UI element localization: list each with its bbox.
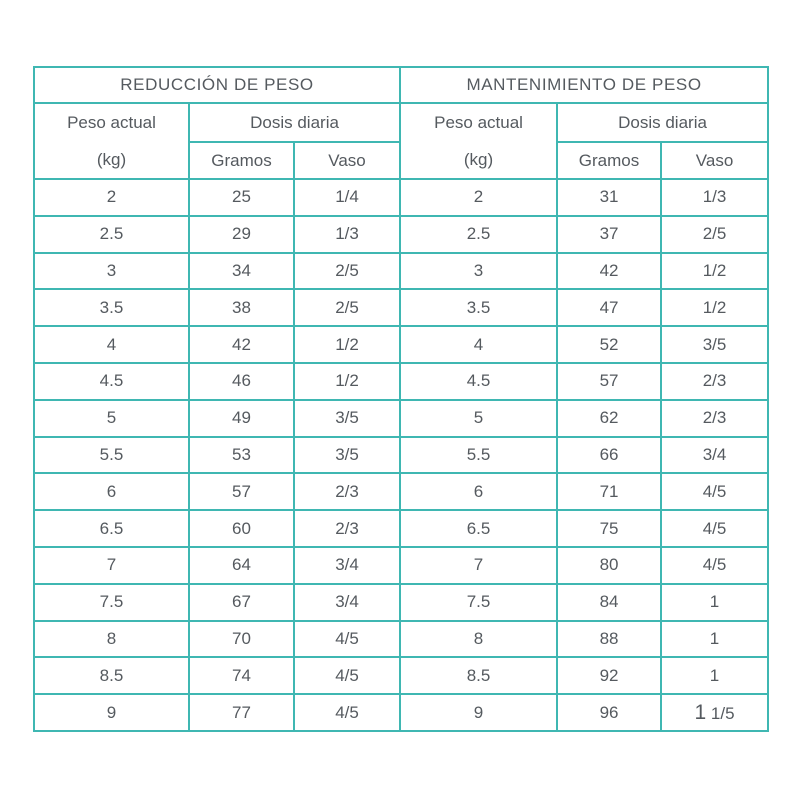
reduccion-gramos-cell: 57 xyxy=(189,473,294,510)
mantenimiento-peso-cell: 3 xyxy=(400,253,557,290)
reduccion-gramos-cell: 46 xyxy=(189,363,294,400)
reduccion-vaso-header: Vaso xyxy=(294,142,400,179)
reduccion-peso-cell: 5 xyxy=(34,400,189,437)
table-row xyxy=(34,584,768,621)
reduccion-vaso-cell: 3/5 xyxy=(294,437,400,474)
reduccion-vaso-cell: 1/2 xyxy=(294,363,400,400)
mantenimiento-vaso-cell: 2/3 xyxy=(661,363,768,400)
mantenimiento-peso-cell: 8 xyxy=(400,621,557,658)
reduccion-title: REDUCCIÓN DE PESO xyxy=(34,67,400,103)
mantenimiento-peso-cell: 3.5 xyxy=(400,289,557,326)
mantenimiento-peso-cell: 4 xyxy=(400,326,557,363)
mantenimiento-peso-cell: 5.5 xyxy=(400,437,557,474)
mantenimiento-vaso-cell: 4/5 xyxy=(661,473,768,510)
reduccion-gramos-header: Gramos xyxy=(189,142,294,179)
vaso-fraction: 1/5 xyxy=(710,703,735,723)
reduccion-vaso-cell: 3/4 xyxy=(294,547,400,584)
mantenimiento-vaso-header: Vaso xyxy=(661,142,768,179)
mantenimiento-vaso-cell xyxy=(661,694,768,731)
reduccion-gramos-cell: 38 xyxy=(189,289,294,326)
reduccion-vaso-cell: 2/5 xyxy=(294,253,400,290)
mantenimiento-gramos-cell: 37 xyxy=(557,216,661,253)
mantenimiento-dosis-diaria-header: Dosis diaria xyxy=(557,103,768,142)
reduccion-vaso-cell: 3/4 xyxy=(294,584,400,621)
mantenimiento-vaso-cell: 1/2 xyxy=(661,289,768,326)
reduccion-peso-cell: 2 xyxy=(34,179,189,216)
mantenimiento-peso-cell: 2 xyxy=(400,179,557,216)
reduccion-peso-cell: 2.5 xyxy=(34,216,189,253)
mantenimiento-peso-cell: 9 xyxy=(400,694,557,731)
reduccion-gramos-cell: 34 xyxy=(189,253,294,290)
mantenimiento-title: MANTENIMIENTO DE PESO xyxy=(400,67,768,103)
column-header-row xyxy=(34,103,768,142)
mantenimiento-peso-cell: 4.5 xyxy=(400,363,557,400)
mantenimiento-gramos-cell: 92 xyxy=(557,657,661,694)
reduccion-peso-cell: 4.5 xyxy=(34,363,189,400)
table-row xyxy=(34,216,768,253)
mantenimiento-gramos-cell: 96 xyxy=(557,694,661,731)
table-row xyxy=(34,473,768,510)
reduccion-dosis-diaria-header: Dosis diaria xyxy=(189,103,400,142)
reduccion-vaso-cell: 1/2 xyxy=(294,326,400,363)
reduccion-gramos-cell: 49 xyxy=(189,400,294,437)
reduccion-peso-cell: 6.5 xyxy=(34,510,189,547)
mantenimiento-gramos-cell: 52 xyxy=(557,326,661,363)
reduccion-peso-cell: 8 xyxy=(34,621,189,658)
reduccion-vaso-cell: 2/5 xyxy=(294,289,400,326)
mantenimiento-vaso-cell: 1/2 xyxy=(661,253,768,290)
kg-label: (kg) xyxy=(96,150,127,169)
mantenimiento-peso-cell: 7 xyxy=(400,547,557,584)
reduccion-vaso-cell: 4/5 xyxy=(294,657,400,694)
peso-actual-label: Peso actual xyxy=(67,113,156,132)
reduccion-gramos-cell: 25 xyxy=(189,179,294,216)
mantenimiento-vaso-cell: 2/3 xyxy=(661,400,768,437)
mantenimiento-gramos-cell: 75 xyxy=(557,510,661,547)
reduccion-gramos-cell: 70 xyxy=(189,621,294,658)
table-row xyxy=(34,289,768,326)
reduccion-vaso-cell: 2/3 xyxy=(294,473,400,510)
reduccion-peso-cell: 8.5 xyxy=(34,657,189,694)
mantenimiento-peso-cell: 6 xyxy=(400,473,557,510)
reduccion-peso-cell: 5.5 xyxy=(34,437,189,474)
mantenimiento-vaso-cell: 2/5 xyxy=(661,216,768,253)
mantenimiento-gramos-cell: 42 xyxy=(557,253,661,290)
reduccion-gramos-cell: 53 xyxy=(189,437,294,474)
vaso-whole-number: 1 xyxy=(694,700,707,724)
reduccion-vaso-cell: 4/5 xyxy=(294,694,400,731)
mantenimiento-vaso-cell: 1/3 xyxy=(661,179,768,216)
mantenimiento-gramos-cell: 62 xyxy=(557,400,661,437)
mantenimiento-peso-cell: 2.5 xyxy=(400,216,557,253)
mantenimiento-gramos-cell: 47 xyxy=(557,289,661,326)
reduccion-vaso-cell: 3/5 xyxy=(294,400,400,437)
peso-actual-label: Peso actual xyxy=(434,113,523,132)
mantenimiento-gramos-cell: 84 xyxy=(557,584,661,621)
table-row xyxy=(34,179,768,216)
table-row xyxy=(34,694,768,731)
reduccion-vaso-cell: 1/4 xyxy=(294,179,400,216)
mantenimiento-peso-cell: 8.5 xyxy=(400,657,557,694)
mantenimiento-gramos-cell: 57 xyxy=(557,363,661,400)
reduccion-gramos-cell: 42 xyxy=(189,326,294,363)
reduccion-peso-cell: 6 xyxy=(34,473,189,510)
reduccion-peso-cell: 7 xyxy=(34,547,189,584)
reduccion-peso-cell: 7.5 xyxy=(34,584,189,621)
mantenimiento-gramos-cell: 71 xyxy=(557,473,661,510)
mantenimiento-gramos-cell: 80 xyxy=(557,547,661,584)
mantenimiento-vaso-cell: 1 xyxy=(661,657,768,694)
mantenimiento-vaso-cell: 1 xyxy=(661,621,768,658)
mantenimiento-vaso-cell: 4/5 xyxy=(661,510,768,547)
reduccion-gramos-cell: 64 xyxy=(189,547,294,584)
mantenimiento-vaso-cell: 4/5 xyxy=(661,547,768,584)
table-row xyxy=(34,253,768,290)
mantenimiento-gramos-cell: 88 xyxy=(557,621,661,658)
reduccion-peso-cell: 4 xyxy=(34,326,189,363)
reduccion-gramos-cell: 74 xyxy=(189,657,294,694)
reduccion-vaso-cell: 4/5 xyxy=(294,621,400,658)
mantenimiento-gramos-cell: 66 xyxy=(557,437,661,474)
reduccion-gramos-cell: 67 xyxy=(189,584,294,621)
mantenimiento-gramos-cell: 31 xyxy=(557,179,661,216)
reduccion-peso-cell: 3.5 xyxy=(34,289,189,326)
table-row xyxy=(34,400,768,437)
reduccion-vaso-cell: 2/3 xyxy=(294,510,400,547)
mantenimiento-vaso-cell: 3/4 xyxy=(661,437,768,474)
mantenimiento-peso-cell: 7.5 xyxy=(400,584,557,621)
reduccion-gramos-cell: 77 xyxy=(189,694,294,731)
table-row xyxy=(34,510,768,547)
table-row xyxy=(34,363,768,400)
table-row xyxy=(34,326,768,363)
table-row xyxy=(34,437,768,474)
table-row xyxy=(34,621,768,658)
reduccion-peso-cell: 3 xyxy=(34,253,189,290)
mantenimiento-peso-cell: 5 xyxy=(400,400,557,437)
reduccion-gramos-cell: 29 xyxy=(189,216,294,253)
kg-label: (kg) xyxy=(463,150,494,169)
reduccion-gramos-cell: 60 xyxy=(189,510,294,547)
table-row xyxy=(34,547,768,584)
table-row xyxy=(34,657,768,694)
mantenimiento-vaso-cell: 1 xyxy=(661,584,768,621)
mantenimiento-peso-cell: 6.5 xyxy=(400,510,557,547)
section-title-row xyxy=(34,67,768,103)
reduccion-peso-actual-header xyxy=(34,103,189,179)
mantenimiento-vaso-cell: 3/5 xyxy=(661,326,768,363)
mantenimiento-gramos-header: Gramos xyxy=(557,142,661,179)
reduccion-peso-cell: 9 xyxy=(34,694,189,731)
reduccion-vaso-cell: 1/3 xyxy=(294,216,400,253)
dosage-table xyxy=(33,66,769,732)
mantenimiento-peso-actual-header xyxy=(400,103,557,179)
